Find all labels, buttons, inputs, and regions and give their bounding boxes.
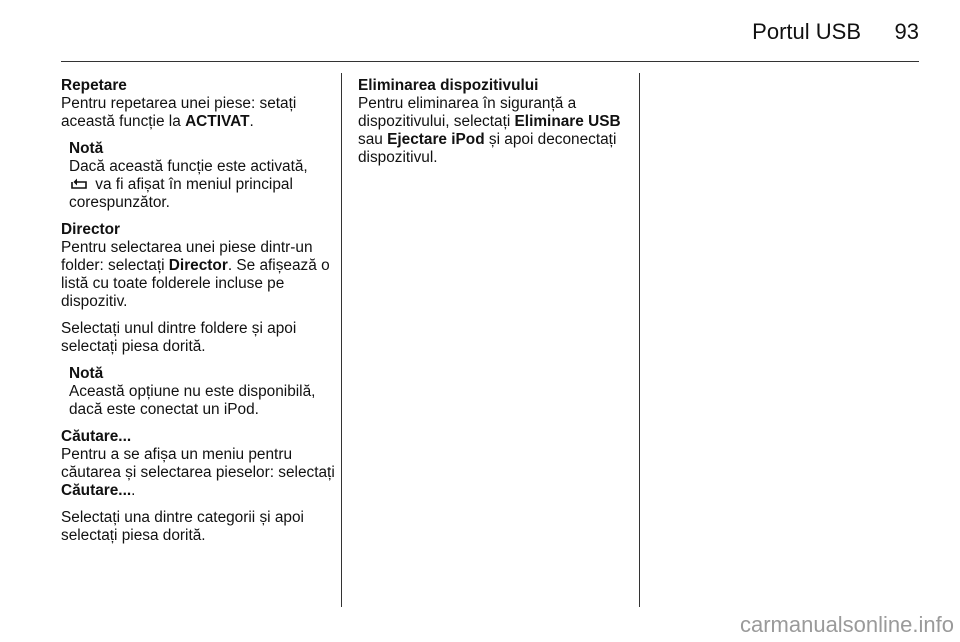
repeat-text-before: Pentru repetarea unei piese: setați această funcție la — [61, 95, 297, 130]
director-value: Director — [168, 257, 228, 274]
search-value: Căutare... — [61, 482, 132, 499]
director-note — [69, 365, 337, 419]
column-middle — [358, 77, 634, 176]
remove-text-after: și apoi deconectați dispozitivul. — [358, 131, 617, 166]
remove-heading: Eliminarea dispozitivului — [358, 77, 539, 94]
page-number: 93 — [894, 19, 919, 44]
footer-watermark[interactable]: carmanualsonline.info — [739, 612, 954, 637]
director-note-text: Această opțiune nu este disponibilă, dacă este conectat un iPod. — [69, 383, 316, 418]
director-text-after: . Se afișează o listă cu toate folderele incluse pe dispozitiv. — [61, 257, 330, 310]
repeat-heading: Repetare — [61, 77, 127, 94]
director-paragraph — [61, 239, 337, 311]
repeat-icon — [69, 177, 89, 191]
search-paragraph-2: Selectați una dintre categorii și apoi selectați piesa dorită. — [61, 509, 304, 544]
remove-text-before: Pentru eliminarea în siguranță a dispozitivului, selectați — [358, 95, 577, 130]
page-header — [0, 0, 960, 62]
repeat-text-after: . — [249, 113, 254, 130]
section-director — [61, 221, 337, 419]
repeat-paragraph — [61, 95, 337, 131]
header-rule — [61, 61, 919, 62]
repeat-value: ACTIVAT — [185, 113, 250, 130]
repeat-note-line1: Dacă această funcție este activată, — [69, 158, 308, 175]
director-heading: Director — [61, 221, 121, 238]
search-text-before: Pentru a se afișa un meniu pentru căutarea și selectarea pieselor: selectați — [61, 446, 335, 481]
repeat-note-line2 — [69, 176, 337, 212]
director-paragraph-2: Selectați unul dintre foldere și apoi selectați piesa dorită. — [61, 320, 297, 355]
column-divider-1 — [341, 73, 342, 607]
section-title: Portul USB — [752, 19, 861, 44]
column-left — [61, 77, 337, 554]
repeat-note-title: Notă — [69, 140, 104, 157]
remove-text-mid: sau — [358, 131, 388, 148]
director-note-title: Notă — [69, 365, 104, 382]
search-text-after: . — [131, 482, 136, 499]
section-repeat — [61, 77, 337, 212]
director-text-before: Pentru selectarea unei piese dintr-un folder: selectați — [61, 239, 313, 274]
section-remove-device — [358, 77, 634, 167]
search-paragraph — [61, 446, 337, 500]
remove-value-ipod: Ejectare iPod — [387, 131, 485, 148]
remove-paragraph — [358, 95, 634, 167]
repeat-note-text: va fi afișat în meniul principal corespunzător. — [69, 176, 293, 211]
search-heading: Căutare... — [61, 428, 132, 445]
column-divider-2 — [639, 73, 640, 607]
section-search — [61, 428, 337, 545]
remove-value-usb: Eliminare USB — [514, 113, 621, 130]
repeat-note — [69, 140, 337, 212]
